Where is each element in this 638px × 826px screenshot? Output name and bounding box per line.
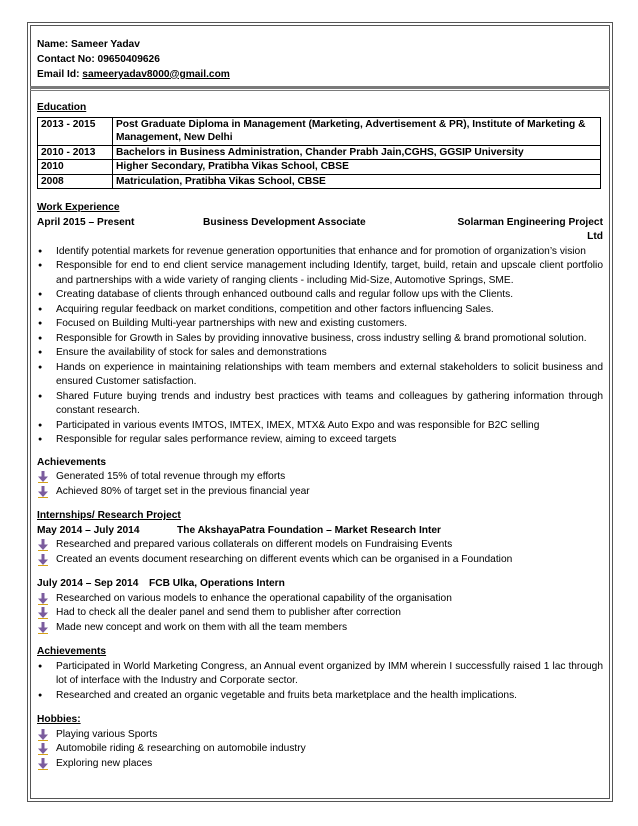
list-item-text: Automobile riding & researching on automobile industry bbox=[56, 743, 306, 755]
achievements2-list bbox=[37, 660, 603, 704]
list-item bbox=[37, 553, 603, 568]
list-item-text: Playing various Sports bbox=[56, 728, 158, 740]
internship-period: July 2014 – Sep 2014 bbox=[37, 578, 139, 590]
spacer bbox=[37, 499, 603, 509]
table-row bbox=[38, 117, 601, 145]
list-item-text: Had to check all the dealer panel and send them to publisher after correction bbox=[56, 607, 401, 619]
internship-org: FCB Ulka, Operations Intern bbox=[149, 578, 285, 590]
achievements-list bbox=[37, 470, 603, 499]
edu-year: 2008 bbox=[38, 174, 113, 189]
contact-header bbox=[37, 38, 603, 82]
arrow-down-icon bbox=[37, 607, 49, 619]
list-item: ● Responsible for end to end client service management including Identify, target, build, retain and upscale client portfolio and partnerships with a wide variety of ranging clients - including Mid-Size, Automotive Springs, SME. bbox=[37, 259, 603, 288]
edu-detail: Post Graduate Diploma in Management (Marketing, Advertisement & PR), Institute of Marketing & Management, New Delhi bbox=[113, 117, 601, 145]
internship-period: May 2014 – July 2014 bbox=[37, 524, 140, 536]
list-item-text: Researched and prepared various collaterals on different models on Fundraising Events bbox=[56, 539, 453, 551]
edu-year: 2010 - 2013 bbox=[38, 145, 113, 160]
education-title: Education bbox=[37, 102, 87, 114]
list-item: ● Responsible for Growth in Sales by providing innovative business, cross industry selling & brand promotional solution. bbox=[37, 332, 603, 347]
header-separator bbox=[30, 86, 610, 89]
list-item: ● Creating database of clients through enhanced outbound calls and regular follow ups with the Clients. bbox=[37, 288, 603, 303]
header-separator-thin bbox=[30, 90, 610, 91]
list-item bbox=[37, 757, 603, 772]
table-row bbox=[38, 145, 601, 160]
internship-header-row bbox=[37, 577, 603, 592]
edu-year: 2013 - 2015 bbox=[38, 117, 113, 145]
list-item-text: Made new concept and work on them with all the team members bbox=[56, 621, 348, 633]
list-item: ● Participated in World Marketing Congress, an Annual event organized by IMM wherein I successfully raised 1 lac through lot of interface with the Industry and Corporate sector. bbox=[37, 660, 603, 689]
work-role: Business Development Associate bbox=[203, 216, 366, 228]
work-period: April 2015 – Present bbox=[37, 216, 135, 228]
arrow-down-icon bbox=[37, 539, 49, 551]
arrow-down-icon bbox=[37, 729, 49, 741]
list-item: ● Ensure the availability of stock for sales and demonstrations bbox=[37, 346, 603, 361]
email-label: Email Id: bbox=[37, 68, 83, 80]
list-item: ● Hands on experience in maintaining relationships with team members and external stakeholders to solicit business and ensured Customer satisfaction. bbox=[37, 361, 603, 390]
list-item-text: Exploring new places bbox=[56, 757, 153, 769]
email-line bbox=[37, 68, 603, 83]
spacer bbox=[37, 635, 603, 645]
list-item: ● Responsible for regular sales performance review, aiming to exceed targets bbox=[37, 433, 603, 448]
edu-year: 2010 bbox=[38, 160, 113, 175]
arrow-down-icon bbox=[37, 554, 49, 566]
list-item bbox=[37, 621, 603, 636]
achievements-title: Achievements bbox=[37, 456, 107, 468]
table-row bbox=[38, 160, 601, 175]
list-item-text: Created an events document researching on different events which can be organised in a Foundation bbox=[56, 553, 513, 565]
arrow-down-icon bbox=[37, 758, 49, 770]
table-row bbox=[38, 174, 601, 189]
resume-content bbox=[37, 38, 603, 771]
arrow-down-icon bbox=[37, 471, 49, 483]
arrow-down-icon bbox=[37, 486, 49, 498]
arrow-down-icon bbox=[37, 743, 49, 755]
list-item bbox=[37, 728, 603, 743]
work-bullets bbox=[37, 245, 603, 448]
edu-detail: Matriculation, Pratibha Vikas School, CBSE bbox=[113, 174, 601, 189]
spacer bbox=[37, 567, 603, 577]
list-item: ● Researched and created an organic vegetable and fruits beta marketplace and the health implications. bbox=[37, 689, 603, 704]
list-item: ● Shared Future buying trends and industry best practices with teams and colleagues by gathering information through constant research. bbox=[37, 390, 603, 419]
edu-detail: Higher Secondary, Pratibha Vikas School, CBSE bbox=[113, 160, 601, 175]
list-item-text: Researched on various models to enhance the operational capability of the organisation bbox=[56, 592, 452, 604]
list-item: ● Participated in various events IMTOS, IMTEX, IMEX, MTX& Auto Expo and was responsible for B2C selling bbox=[37, 419, 603, 434]
achievements2-title: Achievements bbox=[37, 646, 107, 658]
list-item: ● Acquiring regular feedback on market conditions, competition and other factors influencing Sales. bbox=[37, 303, 603, 318]
list-item bbox=[37, 606, 603, 621]
hobbies-list bbox=[37, 728, 603, 772]
edu-detail: Bachelors in Business Administration, Chander Prabh Jain,CGHS, GGSIP University bbox=[113, 145, 601, 160]
list-item-text: Achieved 80% of target set in the previous financial year bbox=[56, 485, 310, 497]
list-item: ● Identify potential markets for revenue generation opportunities that enhance and for promotion of organization’s vision bbox=[37, 245, 603, 260]
list-item: ● Focused on Building Multi-year partnerships with new and existing customers. bbox=[37, 317, 603, 332]
internships-title: Internships/ Research Project bbox=[37, 510, 181, 522]
internship-list bbox=[37, 592, 603, 636]
internship-list bbox=[37, 538, 603, 567]
list-item bbox=[37, 485, 603, 500]
internship-org: The AkshayaPatra Foundation – Market Research Inter bbox=[177, 524, 442, 536]
spacer bbox=[37, 448, 603, 456]
hobbies-title: Hobbies: bbox=[37, 714, 81, 726]
email-link[interactable]: sameeryadav8000@gmail.com bbox=[82, 68, 230, 80]
list-item bbox=[37, 742, 603, 757]
contact-line: Contact No: 09650409626 bbox=[37, 53, 160, 65]
list-item bbox=[37, 592, 603, 607]
list-item bbox=[37, 538, 603, 553]
education-table bbox=[37, 117, 601, 190]
arrow-down-icon bbox=[37, 622, 49, 634]
work-title: Work Experience bbox=[37, 202, 120, 214]
list-item-text: Generated 15% of total revenue through my efforts bbox=[56, 471, 286, 483]
spacer bbox=[37, 703, 603, 713]
name-line: Name: Sameer Yadav bbox=[37, 39, 140, 50]
list-item bbox=[37, 470, 603, 485]
work-header-row bbox=[37, 216, 603, 245]
work-company: Solarman Engineering Project Ltd bbox=[457, 216, 603, 243]
internship-header-row bbox=[37, 524, 603, 539]
arrow-down-icon bbox=[37, 593, 49, 605]
